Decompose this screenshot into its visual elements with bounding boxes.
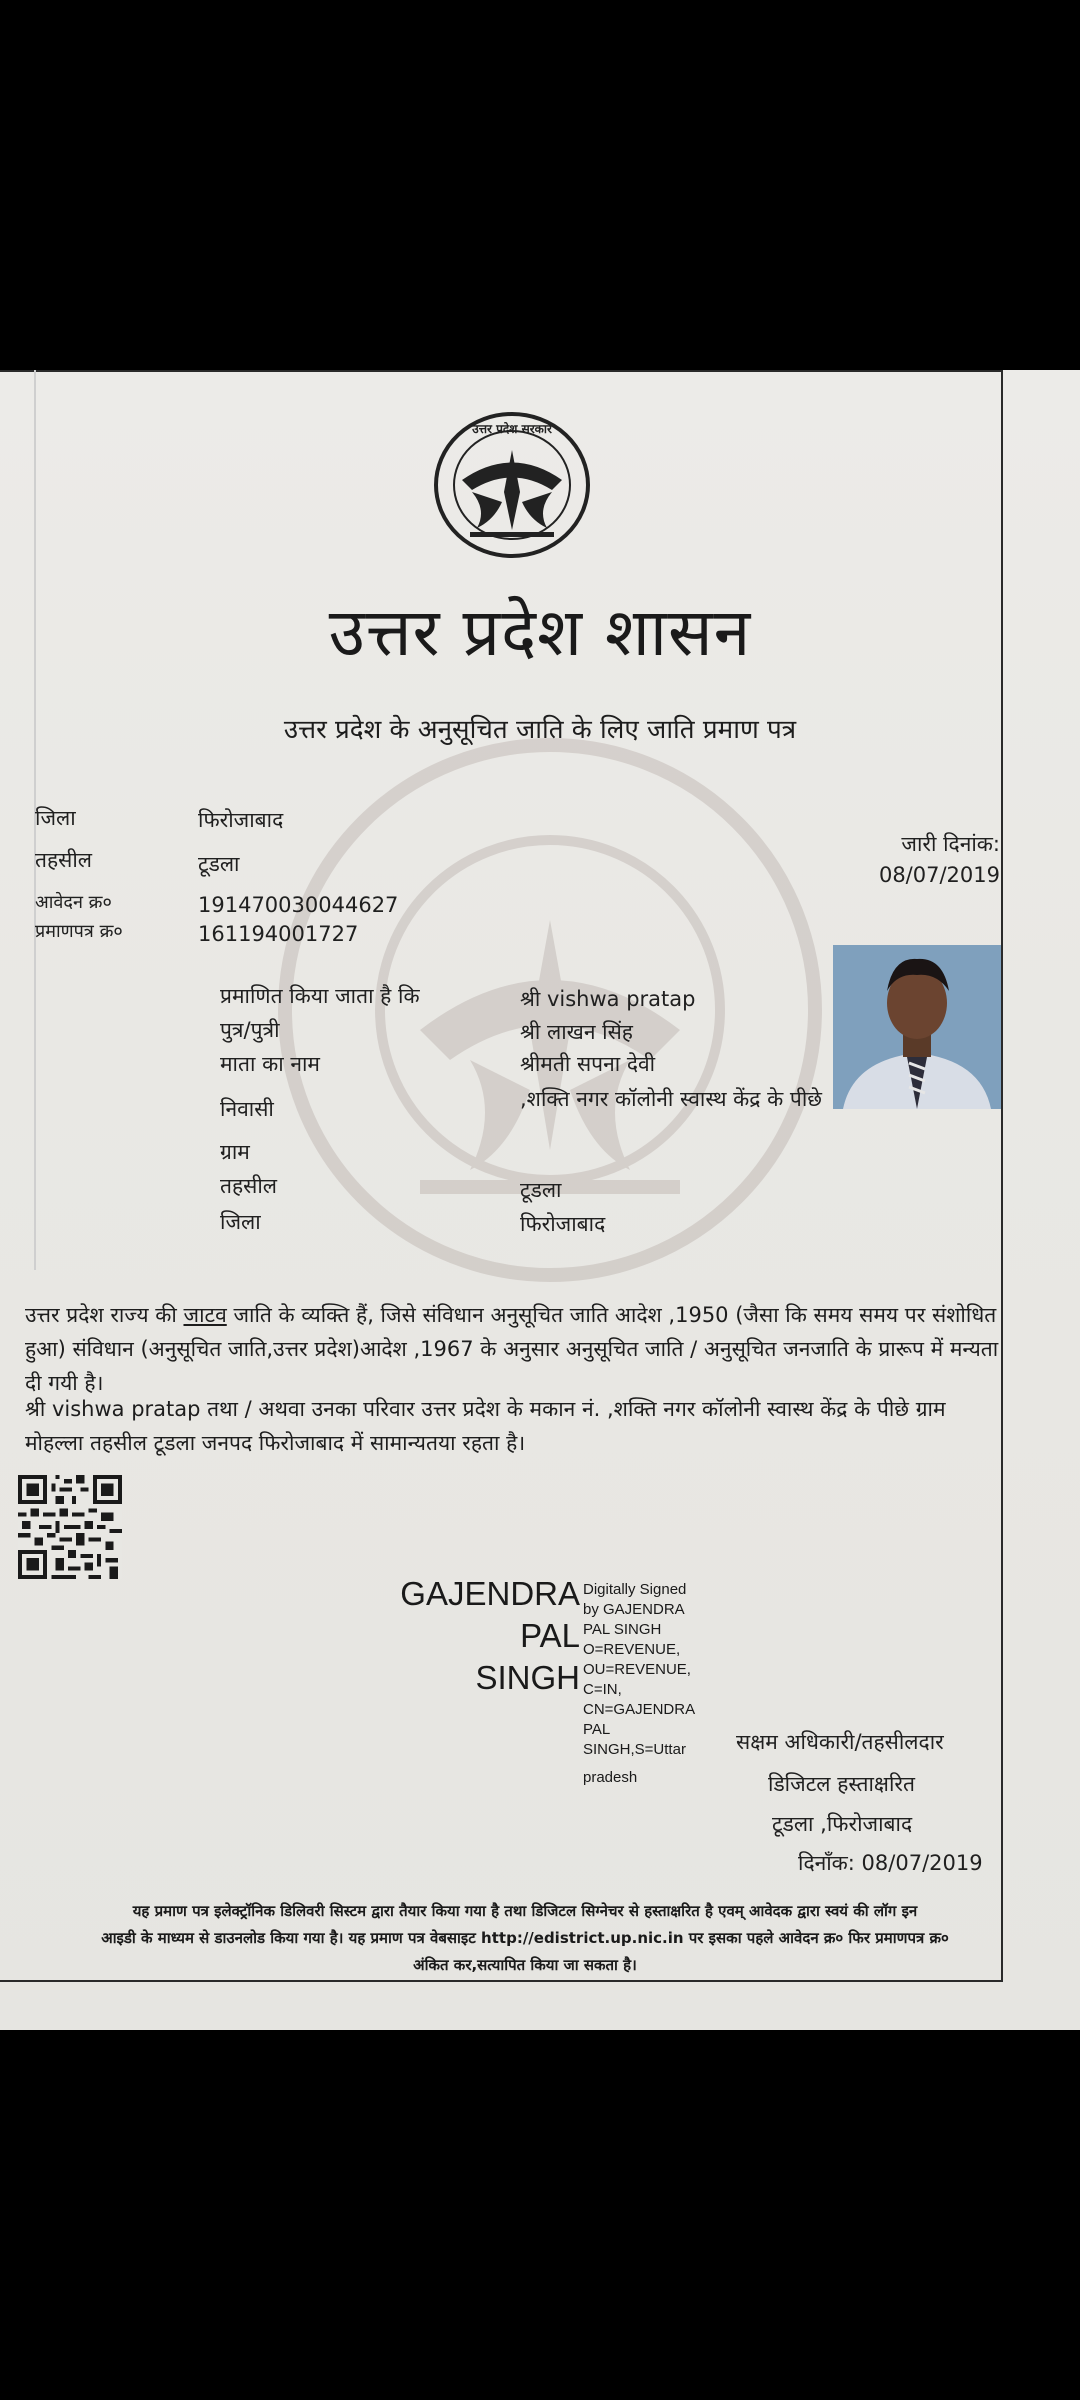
sig-line: C=IN, [583,1681,622,1698]
sig-line: Digitally Signed [583,1581,687,1598]
certificate-footer-note [30,1898,1020,1979]
meta-district-value: फिरोजाबाद [198,808,284,832]
sig-line: OU=REVENUE, [583,1661,691,1678]
digital-signature-details [583,1580,723,1788]
sig-line: pradesh [583,1769,638,1786]
detail-certified-label: प्रमाणित किया जाता है कि [220,984,420,1008]
caste-statement-paragraph: उत्तर प्रदेश राज्य की जाटव जाति के व्यक्ति हैं, जिसे संविधान अनुसूचित जाति आदेश ,1950 (जैसा कि समय समय पर संशोधित हुआ) संविधान (अनुसूचित जाति,उत्तर प्रदेश)आदेश ,1967 के अनुसार अनुसूचित जाति / अनुसूचित जनजाति के प्रारूप में मन्यता दी गयी है। [25,1303,999,1395]
meta-certificate-value: 161194001727 [198,922,359,946]
detail-father-value: श्री लाखन सिंह [520,1020,633,1044]
authority-designation: सक्षम अधिकारी/तहसीलदार [736,1730,944,1754]
meta-certificate-label: प्रमाणपत्र क्र० [35,921,123,942]
sig-line: CN=GAJENDRA [583,1701,696,1718]
detail-district-label: जिला [220,1210,261,1234]
authority-digital-signed: डिजिटल हस्ताक्षरित [768,1772,915,1796]
authority-date: दिनाँक: 08/07/2019 [798,1851,983,1875]
footer-line: आइडी के माध्यम से डाउनलोड किया गया है। यह प्रमाण पत्र वेबसाइट http://edistrict.up.nic.in पर इसका पहले आवेदन क्र० फिर प्रमाणपत्र क्र० [101,1929,949,1947]
meta-tehsil-label: तहसील [35,848,92,872]
footer-line: अंकित कर,सत्यापित किया जा सकता है। [413,1956,637,1974]
detail-mother-value: श्रीमती सपना देवी [520,1052,656,1076]
residence-statement-paragraph: श्री vishwa pratap तथा / अथवा उनका परिवार उत्तर प्रदेश के मकान नं. ,शक्ति नगर कॉलोनी स्वास्थ केंद्र के पीछे ग्राम मोहल्ला तहसील टूडला जनपद फिरोजाबाद में सामान्यतया रहता है। [25,1397,946,1455]
detail-district-value: फिरोजाबाद [520,1212,606,1236]
caste-name: जाटव [183,1303,227,1327]
meta-application-label: आवेदन क्र० [35,892,112,913]
signer-name-line1: GAJENDRA [400,1575,580,1612]
signer-name [380,1573,580,1699]
meta-application-value: 19147003004​4627 [198,893,399,917]
footer-line: यह प्रमाण पत्र इलेक्ट्रॉनिक डिलिवरी सिस्टम द्वारा तैयार किया गया है तथा डिजिटल सिग्नेचर से हस्ताक्षरित है एवम् आवेदक द्वारा स्वयं की लॉग इन [132,1902,918,1920]
detail-tehsil-label: तहसील [220,1174,277,1198]
detail-mother-label: माता का नाम [220,1052,320,1076]
applicant-photo [833,945,1001,1109]
authority-location: टूडला ,फिरोजाबाद [772,1812,913,1836]
sig-line: PAL SINGH [583,1621,662,1638]
emblem-text: उत्तर प्रदेश सरकार [472,422,552,436]
issue-date-value: 08/07/2019 [878,863,1000,887]
sig-line: SINGH,S=Uttar [583,1741,686,1758]
detail-resident-label: निवासी [220,1097,274,1121]
detail-child-of-label: पुत्र/पुत्री [220,1018,280,1042]
detail-resident-value: ,शक्ति नगर कॉलोनी स्वास्थ केंद्र के पीछे [520,1087,823,1111]
signer-name-line2: PAL [520,1617,580,1654]
qr-code-icon[interactable] [18,1475,122,1579]
sig-line: O=REVENUE, [583,1641,681,1658]
detail-tehsil-value: टूडला [520,1178,562,1202]
detail-village-label: ग्राम [220,1140,250,1164]
issue-date-label: जारी दिनांक: [901,832,1000,856]
government-title: उत्तर प्रदेश शासन [328,594,752,671]
detail-name-value: श्री vishwa pratap [520,987,696,1011]
meta-tehsil-value: टूडला [198,852,240,876]
sig-line: by GAJENDRA [583,1601,685,1618]
certificate-title: उत्तर प्रदेश के अनुसूचित जाति के लिए जाति प्रमाण पत्र [283,715,797,745]
signer-name-line3: SINGH [475,1659,580,1696]
sig-line: PAL [583,1721,611,1738]
meta-district-label: जिला [35,806,76,830]
